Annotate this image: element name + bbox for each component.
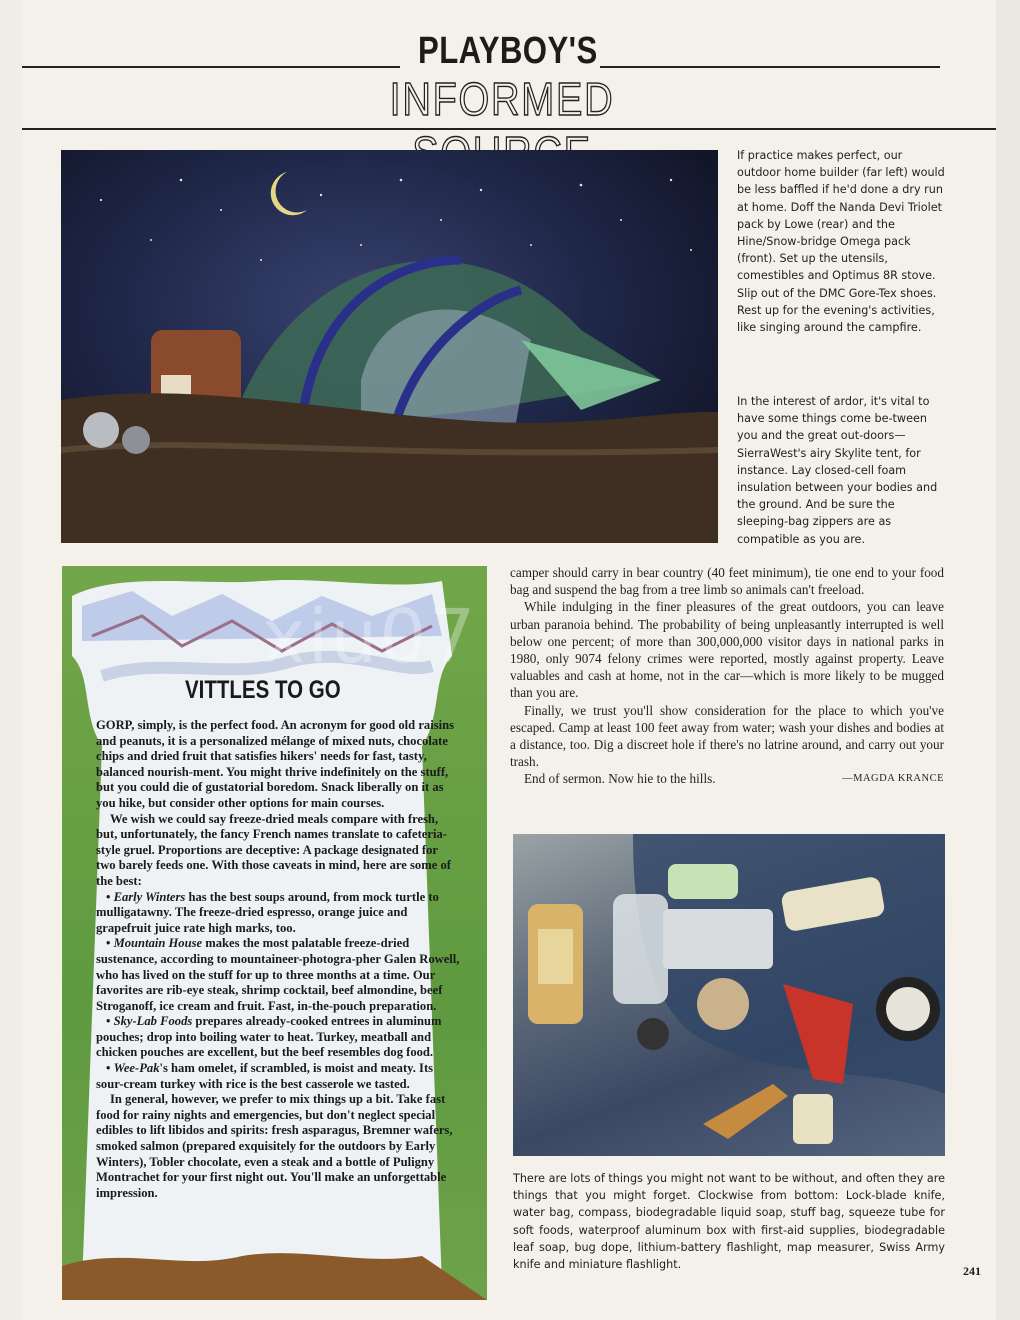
article-paragraph: End of sermon. Now hie to the hills. — [524, 771, 716, 787]
sidebar-bullet: • Mountain House makes the most palatable freeze-dried sustenance, according to mountaineer-photogra-pher Galen Rowell, who has lived on the stuff for up to three months at a time. Our favorites are rib-eye steak, shrimp cocktail, beef almondine, beef Stroganoff, ice cream and fruit. Fast, in-the-pouch preparation. — [96, 936, 460, 1013]
masthead-subtitle: INFORMED — [389, 73, 615, 125]
leaf-soap — [697, 978, 749, 1030]
article-paragraph: While indulging in the finer pleasures of the great outdoors, you can leave urban paranoia behind. The probability of being unpleasantly interrupted is well below one percent; of more than 300,000,000 visitor days in national parks in 1980, only 9074 felony crimes were reported, mostly against property. Leave valuables and cash at home, not in the car—which is more likely to be mugged than you are. — [510, 599, 944, 701]
brand-name: Sky-Lab Foods — [113, 1014, 193, 1029]
aluminum-box — [663, 909, 773, 969]
page-number: 241 — [963, 1264, 981, 1278]
lock-blade-knife — [703, 1084, 788, 1139]
article-body — [510, 564, 944, 788]
sidebar-paragraph: We wish we could say freeze-dried meals compare with fresh, but, unfortunately, the fancy French names translate to cafeteria-style gruel. Proportions are deceptive: A package designated for two barely feeds one. With those caveats in mind, here are some of the best: — [96, 811, 451, 888]
sidebar-bullet: • Early Winters has the best soups around, from mock turtle to mulligatawny. The freeze-dried espresso, orange juice and grapefruit juice rate high marks, too. — [96, 889, 439, 935]
brand-name: Mountain House — [113, 936, 203, 951]
article-paragraph: Finally, we trust you'll show consideration for the place to which you've escaped. Camp at least 100 feet away from water; wash your dishes and bodies at a distance, too. Dig a discreet hole if there's no latrine around, and carry out your trash. — [510, 702, 944, 770]
sidebar-bullet: • Sky-Lab Foods prepares already-cooked entrees in aluminum pouches; drop into boiling water to heat. Turkey, meatball and chicken pouches are excellent, but the beef resembles dog food. — [96, 1014, 442, 1060]
masthead-title: PLAYBOY'S — [418, 30, 598, 72]
stars — [100, 179, 692, 261]
log-ground — [61, 393, 718, 543]
sidebar-title: VITTLES TO GO — [185, 676, 341, 704]
gear-caption: There are lots of things you might not want to be without, and often they are things that you might forget. Clockwise from bottom: Lock-blade knife, water bag, compass, biodegradable liquid soap, stuff bag, squeeze tube for soft foods, waterproof aluminum box with first-aid supplies, biodegradable leaf soap, bug dope, lithium-battery flashlight, map measurer, Swiss Army knife and miniature flashlight. — [513, 1172, 945, 1272]
tent-caption-bottom: In the interest of ardor, it's vital to have some things come be-tween you and the great out-doors—SierraWest's airy Skylite tent, for instance. Lay closed-cell foam insulation between your bodies and the ground. And be sure the sleeping-bag zippers are as compatible as you are. — [737, 395, 938, 546]
sidebar-paragraph: In general, however, we prefer to mix things up a bit. Take fast food for rainy nights and emergencies, but don't neglect special edibles to lift libidos and spirits: fresh asparagus, Bremner wafers, smoked salmon (prepared exquisitely for the outdoors by Early Winters), Tobler chocolate, even a steak and a bottle of Puligny Montrachet for your first night out. You'll make an unforgettable impression. — [96, 1092, 453, 1200]
article-closing — [510, 770, 944, 787]
sidebar-bullet: • Wee-Pak's ham omelet, if scrambled, is moist and meaty. Its sour-cream turkey with rice is the best casserole we tasted. — [96, 1061, 434, 1091]
brand-name: Wee-Pak — [113, 1061, 160, 1076]
masthead-rule-left — [22, 66, 400, 68]
tent-caption-top: If practice makes perfect, our outdoor home builder (far left) would be less baffled if he'd done a dry run at home. Doff the Nanda Devi Triolet pack by Lowe (rear) and the Hine/Snow-bridge Omega pack (front). Set up the utensils, comestibles and Optimus 8R stove. Slip out of the DMC Gore-Tex shoes. Rest up for the evening's activities, like singing around the campfire. — [737, 149, 945, 335]
gear-photo — [513, 834, 945, 1156]
watermark: xiu07 — [262, 594, 478, 680]
tent-photo — [61, 150, 718, 543]
moon-icon — [271, 172, 307, 215]
cookpot — [83, 412, 119, 448]
article-paragraph: camper should carry in bear country (40 feet minimum), tie one end to your food bag and suspend the bag from a tree limb so animals can't freeload. — [510, 565, 944, 598]
brand-name: Early Winters — [113, 889, 186, 904]
gear-illustration — [513, 834, 945, 1156]
masthead-rule-right — [600, 66, 940, 68]
sidebar-text — [96, 718, 460, 1201]
page-edge — [996, 0, 1020, 1320]
compass-icon — [637, 1018, 669, 1050]
author-signature: —MAGDA KRANCE — [842, 773, 944, 785]
water-bottle — [613, 894, 668, 1004]
squeeze-tube — [668, 864, 738, 899]
bear-fur-art — [62, 1253, 487, 1300]
sidebar-paragraph: GORP, simply, is the perfect food. An acronym for good old raisins and peanuts, it is a personalized mélange of mixed nuts, chocolate chips and dried fruit that satisfies hikers' needs for fast, tasty, balanced nourish-ment. You might thrive indefinitely on the stuff, but you could die of gustatorial boredom. Snack liberally on it as you hike, but consider other options for main courses. — [96, 718, 455, 810]
tent-illustration — [61, 150, 718, 543]
bug-dope — [793, 1094, 833, 1144]
